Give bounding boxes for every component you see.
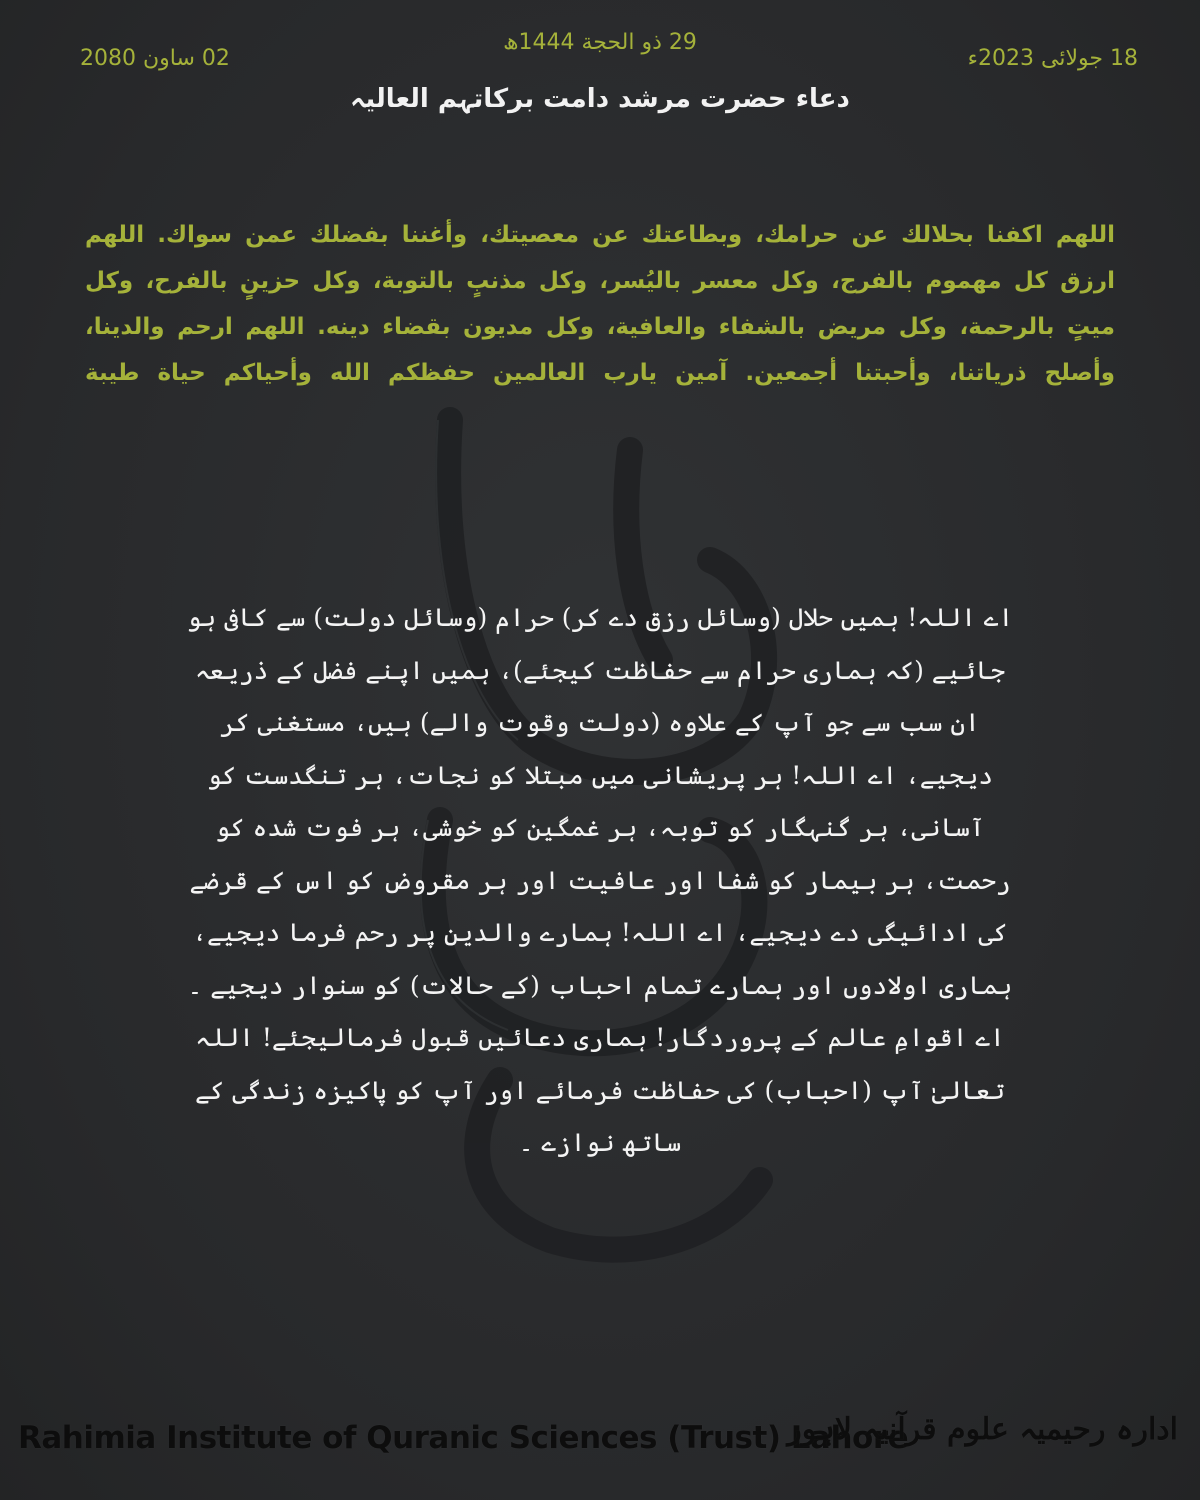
dua-title: دعاء حضرت مرشد دامت برکاتہم العالیہ bbox=[350, 84, 850, 114]
desi-date: 02 ساون 2080 bbox=[80, 46, 230, 71]
date-header bbox=[0, 30, 1200, 80]
footer-brand bbox=[0, 1402, 1200, 1492]
urdu-translation-text: اے اللہ! ہمیں حلال (وسائل رزق دے کر) حرام (وسائل دولت) سے کافی ہو جائیے (کہ ہماری حرام سے حفاظت کیجئے)، ہمیں اپنے فضل کے ذریعہ ان سب سے جو آپ کے علاوہ (دولت وقوت والے) ہیں، مستغنی کر دیجیے، اے اللہ! ہر پریشانی میں مبتلا کو نجات، ہر تنگدست کو آسانی، ہر گنہگار کو توبہ، ہر غمگین کو خوشی، ہر فوت شدہ کو رحمت، ہر بیمار کو شفا اور عافیت اور ہر مقروض کو اس کے قرضے کی ادائیگی دے دیجیے، اے اللہ! ہمارے والدین پر رحم فرما دیجیے، ہماری اولادوں اور ہمارے تمام احباب (کے حالات) کو سنوار دیجیے ۔ اے اقوامِ عالم کے پروردگار! ہماری دعائیں قبول فرمالیجئے! اللہ تعالیٰ آپ (احباب) کی حفاظت فرمائے اور آپ کو پاکیزہ زندگی کے ساتھ نوازے ۔ bbox=[186, 603, 1014, 1157]
arabic-dua-text: اللهم اكفنا بحلالك عن حرامك، وبطاعتك عن معصيتك، وأغننا بفضلك عمن سواك. اللهم ارزق كل مهموم بالفرج، وكل معسر باليُسر، وكل مذنبٍ بالتوبة، وكل حزينٍ بالفرح، وكل ميتٍ بالرحمة، وكل مريض بالشفاء والعافية، وكل مديون بقضاء دينه. اللهم ارحم والدينا، وأصلح ذرياتنا، وأحبتنا أجمعين. آمين يارب العالمين حفظكم الله وأحياكم حياة طيبة bbox=[85, 222, 1115, 386]
institute-logo-urdu: ادارہ رحیمیہ علوم قرآنیہ لاہور bbox=[787, 1412, 1178, 1447]
institute-name-english: Rahimia Institute of Quranic Sciences (Trust) Lahore bbox=[18, 1420, 909, 1456]
gregorian-date: 18 جولائی 2023ء bbox=[967, 46, 1138, 71]
hijri-date: 29 ذو الحجة 1444ھ bbox=[503, 30, 697, 55]
